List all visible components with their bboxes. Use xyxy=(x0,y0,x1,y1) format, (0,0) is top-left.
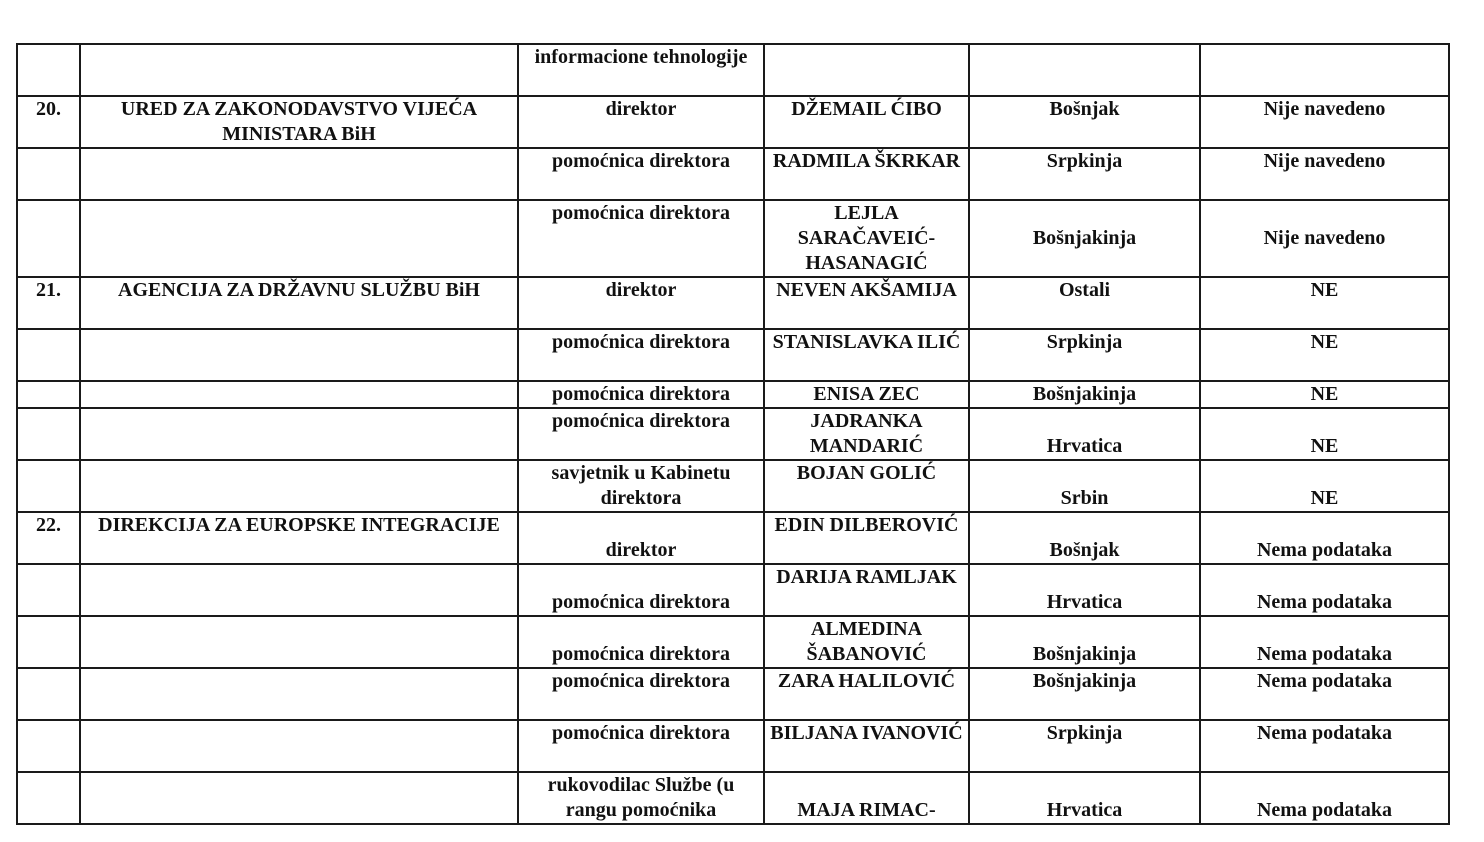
table-row xyxy=(17,616,1449,668)
row-number-cell: 20. xyxy=(17,96,80,148)
person-name-cell: ALMEDINA ŠABANOVIĆ xyxy=(764,616,969,668)
nationality-cell: Srpkinja xyxy=(969,329,1200,381)
nationality-cell: Hrvatica xyxy=(969,772,1200,824)
position-cell: informacione tehnologije xyxy=(518,44,764,96)
position-cell: pomoćnica direktora xyxy=(518,381,764,408)
institution-cell xyxy=(80,772,518,824)
nationality-cell: Bošnjakinja xyxy=(969,616,1200,668)
status-cell: Nema podataka xyxy=(1200,616,1449,668)
table-row xyxy=(17,96,1449,148)
institution-cell xyxy=(80,564,518,616)
institution-cell xyxy=(80,44,518,96)
person-name-cell: BOJAN GOLIĆ xyxy=(764,460,969,512)
row-number-cell xyxy=(17,408,80,460)
position-cell: rukovodilac Službe (u rangu pomoćnika xyxy=(518,772,764,824)
table-row xyxy=(17,772,1449,824)
institution-cell xyxy=(80,720,518,772)
person-name-cell: DARIJA RAMLJAK xyxy=(764,564,969,616)
position-cell: pomoćnica direktora xyxy=(518,720,764,772)
table-row xyxy=(17,668,1449,720)
row-number-cell xyxy=(17,200,80,277)
person-name-cell: MAJA RIMAC- xyxy=(764,772,969,824)
person-name-cell: DŽEMAIL ĆIBO xyxy=(764,96,969,148)
position-cell: pomoćnica direktora xyxy=(518,668,764,720)
position-cell: pomoćnica direktora xyxy=(518,329,764,381)
person-name-cell: EDIN DILBEROVIĆ xyxy=(764,512,969,564)
status-cell: NE xyxy=(1200,381,1449,408)
nationality-cell: Bošnjakinja xyxy=(969,381,1200,408)
nationality-cell xyxy=(969,44,1200,96)
status-cell: Nema podataka xyxy=(1200,668,1449,720)
institution-cell xyxy=(80,460,518,512)
row-number-cell xyxy=(17,460,80,512)
nationality-cell: Bošnjak xyxy=(969,96,1200,148)
institution-cell xyxy=(80,329,518,381)
row-number-cell xyxy=(17,616,80,668)
nationality-cell: Bošnjakinja xyxy=(969,668,1200,720)
nationality-cell: Hrvatica xyxy=(969,564,1200,616)
person-name-cell: RADMILA ŠKRKAR xyxy=(764,148,969,200)
table-row xyxy=(17,148,1449,200)
institution-cell xyxy=(80,148,518,200)
person-name-cell: ZARA HALILOVIĆ xyxy=(764,668,969,720)
position-cell: savjetnik u Kabinetu direktora xyxy=(518,460,764,512)
nationality-cell: Hrvatica xyxy=(969,408,1200,460)
status-cell: Nije navedeno xyxy=(1200,148,1449,200)
status-cell: Nije navedeno xyxy=(1200,96,1449,148)
row-number-cell xyxy=(17,668,80,720)
table-row xyxy=(17,381,1449,408)
person-name-cell: JADRANKA MANDARIĆ xyxy=(764,408,969,460)
table-body xyxy=(17,44,1449,824)
nationality-cell: Srpkinja xyxy=(969,720,1200,772)
table-row xyxy=(17,44,1449,96)
person-name-cell: BILJANA IVANOVIĆ xyxy=(764,720,969,772)
row-number-cell: 21. xyxy=(17,277,80,329)
nationality-cell: Srpkinja xyxy=(969,148,1200,200)
person-name-cell: ENISA ZEC xyxy=(764,381,969,408)
position-cell: pomoćnica direktora xyxy=(518,148,764,200)
person-name-cell xyxy=(764,44,969,96)
nationality-cell: Bošnjak xyxy=(969,512,1200,564)
status-cell xyxy=(1200,44,1449,96)
table-row xyxy=(17,460,1449,512)
row-number-cell xyxy=(17,720,80,772)
table-row xyxy=(17,720,1449,772)
row-number-cell xyxy=(17,148,80,200)
row-number-cell: 22. xyxy=(17,512,80,564)
table-row xyxy=(17,200,1449,277)
position-cell: pomoćnica direktora xyxy=(518,408,764,460)
row-number-cell xyxy=(17,772,80,824)
row-number-cell xyxy=(17,564,80,616)
institution-cell xyxy=(80,408,518,460)
institution-cell: DIREKCIJA ZA EUROPSKE INTEGRACIJE xyxy=(80,512,518,564)
status-cell: NE xyxy=(1200,277,1449,329)
table-row xyxy=(17,512,1449,564)
status-cell: Nema podataka xyxy=(1200,512,1449,564)
position-cell: pomoćnica direktora xyxy=(518,616,764,668)
row-number-cell xyxy=(17,381,80,408)
row-number-cell xyxy=(17,329,80,381)
position-cell: pomoćnica direktora xyxy=(518,564,764,616)
status-cell: NE xyxy=(1200,460,1449,512)
status-cell: NE xyxy=(1200,329,1449,381)
row-number-cell xyxy=(17,44,80,96)
table-row xyxy=(17,277,1449,329)
status-cell: Nije navedeno xyxy=(1200,200,1449,277)
status-cell: Nema podataka xyxy=(1200,720,1449,772)
institution-cell: AGENCIJA ZA DRŽAVNU SLUŽBU BiH xyxy=(80,277,518,329)
table-row xyxy=(17,408,1449,460)
person-name-cell: STANISLAVKA ILIĆ xyxy=(764,329,969,381)
table-row xyxy=(17,564,1449,616)
nationality-cell: Bošnjakinja xyxy=(969,200,1200,277)
status-cell: Nema podataka xyxy=(1200,564,1449,616)
status-cell: Nema podataka xyxy=(1200,772,1449,824)
institution-cell xyxy=(80,668,518,720)
table-row xyxy=(17,329,1449,381)
institution-cell xyxy=(80,200,518,277)
position-cell: direktor xyxy=(518,277,764,329)
nationality-cell: Ostali xyxy=(969,277,1200,329)
person-name-cell: LEJLA SARAČAVEIĆ-HASANAGIĆ xyxy=(764,200,969,277)
status-cell: NE xyxy=(1200,408,1449,460)
personnel-table xyxy=(16,43,1450,825)
position-cell: pomoćnica direktora xyxy=(518,200,764,277)
institution-cell xyxy=(80,616,518,668)
position-cell: direktor xyxy=(518,96,764,148)
person-name-cell: NEVEN AKŠAMIJA xyxy=(764,277,969,329)
institution-cell: URED ZA ZAKONODAVSTVO VIJEĆA MINISTARA BiH xyxy=(80,96,518,148)
position-cell: direktor xyxy=(518,512,764,564)
nationality-cell: Srbin xyxy=(969,460,1200,512)
institution-cell xyxy=(80,381,518,408)
